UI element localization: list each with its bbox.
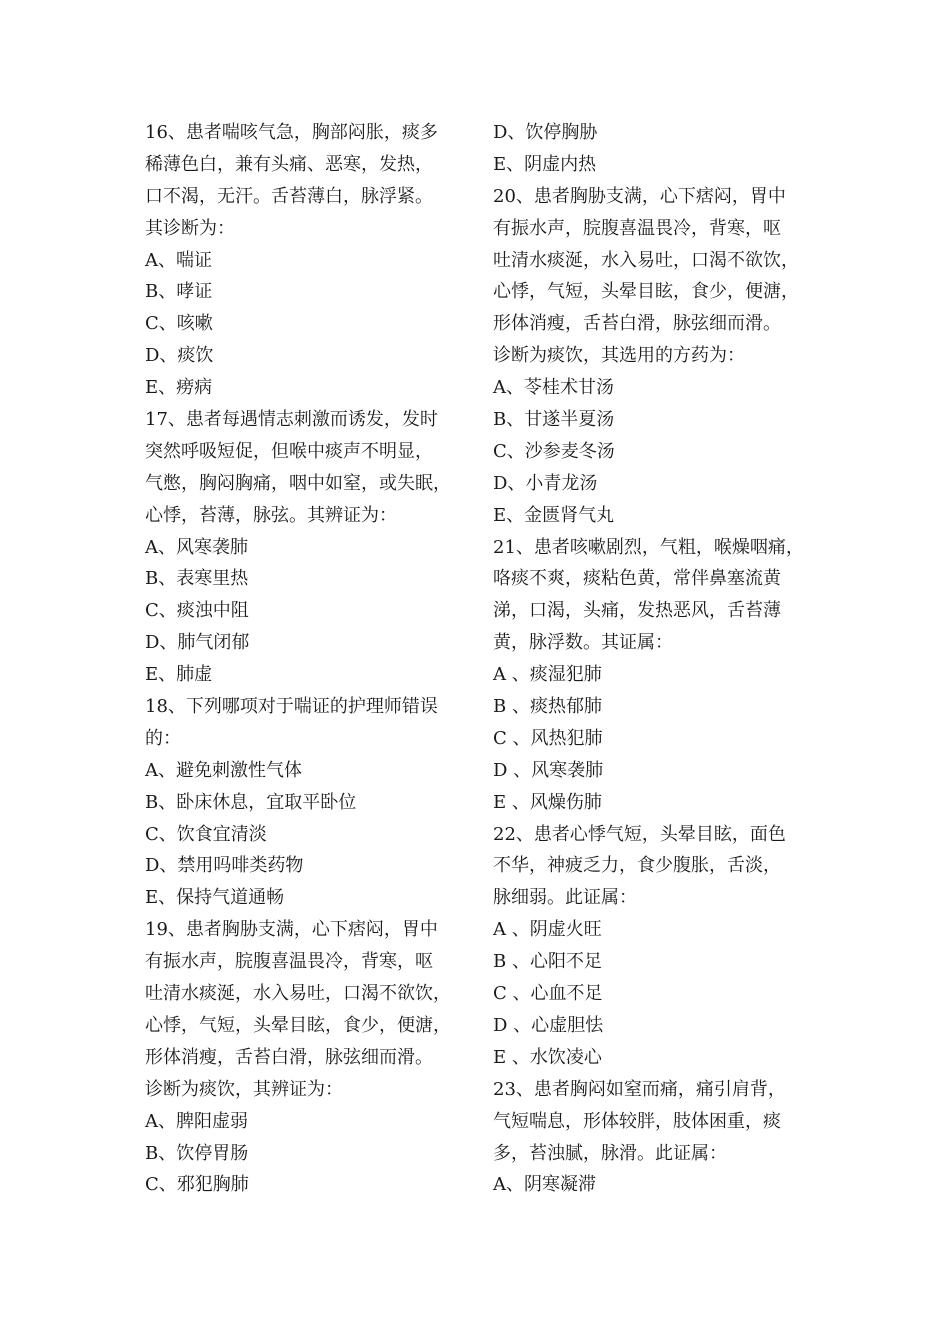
option-line: E 、水饮凌心 bbox=[493, 1046, 602, 1068]
option-line: B、饮停胃肠 bbox=[145, 1142, 249, 1164]
option-line: B、甘遂半夏汤 bbox=[493, 409, 615, 431]
option-line: E、痨病 bbox=[145, 377, 213, 399]
option-line: D 、风寒袭肺 bbox=[493, 759, 604, 781]
option-line: A 、痰湿犯肺 bbox=[493, 664, 602, 686]
text-line: 稀薄色白，兼有头痛、恶寒，发热， bbox=[145, 153, 433, 175]
option-line: A、风寒袭肺 bbox=[145, 536, 248, 558]
right-column bbox=[493, 117, 818, 1201]
text-line: 有振水声，脘腹喜温畏冷，背寒，呕 bbox=[145, 951, 433, 973]
text-line: 19、患者胸胁支满，心下痞闷，胃中 bbox=[145, 919, 438, 941]
option-line: A、苓桂术甘汤 bbox=[493, 377, 614, 399]
text-line: 心悸，气短，头晕目眩，食少，便溏， bbox=[493, 281, 799, 303]
option-line: B、表寒里热 bbox=[145, 568, 249, 590]
text-line: 有振水声，脘腹喜温畏冷，背寒，呕 bbox=[493, 217, 781, 239]
option-line: A、阴寒凝滞 bbox=[493, 1174, 596, 1196]
text-line: 不华，神疲乏力，食少腹胀，舌淡， bbox=[493, 855, 781, 877]
option-line: D、肺气闭郁 bbox=[145, 632, 250, 654]
option-line: D、饮停胸胁 bbox=[493, 122, 598, 143]
text-line: 18、下列哪项对于喘证的护理师错误 bbox=[145, 696, 438, 718]
option-line: C、沙参麦冬汤 bbox=[493, 440, 615, 462]
option-line: D、禁用吗啡类药物 bbox=[145, 855, 304, 877]
text-line: 突然呼吸短促，但喉中痰声不明显， bbox=[145, 440, 433, 462]
text-line: 气憋，胸闷胸痛，咽中如窒，或失眠， bbox=[145, 472, 451, 494]
option-line: D、小青龙汤 bbox=[493, 472, 598, 494]
text-line: 吐清水痰涎，水入易吐，口渴不欲饮， bbox=[145, 983, 451, 1005]
text-line: 脉细弱。此证属： bbox=[493, 887, 637, 909]
option-line: A、喘证 bbox=[145, 249, 212, 271]
text-line: 黄，脉浮数。其证属： bbox=[493, 632, 673, 654]
text-line: 16、患者喘咳气急，胸部闷胀，痰多 bbox=[145, 122, 438, 143]
option-line: D、痰饮 bbox=[145, 345, 214, 367]
text-line: 形体消瘦，舌苔白滑，脉弦细而滑。 bbox=[145, 1046, 433, 1068]
text-line: 形体消瘦，舌苔白滑，脉弦细而滑。 bbox=[493, 313, 781, 335]
option-line: B、卧床休息，宜取平卧位 bbox=[145, 791, 357, 813]
option-line: E、肺虚 bbox=[145, 664, 213, 686]
option-line: C、痰浊中阻 bbox=[145, 600, 249, 622]
text-line: 23、患者胸闷如窒而痛，痛引肩背， bbox=[493, 1078, 786, 1100]
text-line: 20、患者胸胁支满，心下痞闷，胃中 bbox=[493, 185, 786, 207]
text-line: 的： bbox=[145, 727, 181, 749]
text-line: 涕，口渴，头痛，发热恶风，舌苔薄 bbox=[493, 600, 781, 622]
text-line: 诊断为痰饮，其辨证为： bbox=[145, 1078, 343, 1100]
option-line: C 、心血不足 bbox=[493, 983, 603, 1005]
text-line: 诊断为痰饮，其选用的方药为： bbox=[493, 345, 745, 367]
text-line: 22、患者心悸气短，头晕目眩，面色 bbox=[493, 823, 786, 845]
option-line: B、哮证 bbox=[145, 281, 213, 303]
text-line: 多，苔浊腻，脉滑。此证属： bbox=[493, 1142, 727, 1164]
text-line: 17、患者每遇情志刺激而诱发，发时 bbox=[145, 409, 438, 431]
text-line: 其诊断为： bbox=[145, 217, 235, 239]
option-line: E、保持气道通畅 bbox=[145, 887, 285, 909]
left-column bbox=[145, 117, 470, 1201]
text-line: 吐清水痰涎，水入易吐，口渴不欲饮， bbox=[493, 249, 799, 271]
text-line: 心悸，苔薄，脉弦。其辨证为： bbox=[145, 504, 397, 526]
text-line: 咯痰不爽，痰粘色黄，常伴鼻塞流黄 bbox=[493, 568, 781, 590]
option-line: E、阴虚内热 bbox=[493, 153, 597, 175]
option-line: B 、心阳不足 bbox=[493, 951, 602, 973]
option-line: C、饮食宜清淡 bbox=[145, 823, 267, 845]
option-line: C 、风热犯肺 bbox=[493, 727, 603, 749]
option-line: A 、阴虚火旺 bbox=[493, 919, 602, 941]
option-line: C、咳嗽 bbox=[145, 313, 213, 335]
option-line: E、金匮肾气丸 bbox=[493, 504, 615, 526]
option-line: A、避免刺激性气体 bbox=[145, 759, 302, 781]
option-line: B 、痰热郁肺 bbox=[493, 696, 602, 718]
text-line: 口不渴，无汗。舌苔薄白，脉浮紧。 bbox=[145, 185, 433, 207]
option-line: D 、心虚胆怯 bbox=[493, 1014, 604, 1036]
text-line: 21、患者咳嗽剧烈，气粗，喉燥咽痛， bbox=[493, 536, 804, 558]
text-line: 心悸，气短，头晕目眩，食少，便溏， bbox=[145, 1014, 451, 1036]
text-line: 气短喘息，形体较胖，肢体困重，痰 bbox=[493, 1110, 781, 1132]
option-line: E 、风燥伤肺 bbox=[493, 791, 602, 813]
option-line: A、脾阳虚弱 bbox=[145, 1110, 248, 1132]
option-line: C、邪犯胸肺 bbox=[145, 1174, 249, 1196]
